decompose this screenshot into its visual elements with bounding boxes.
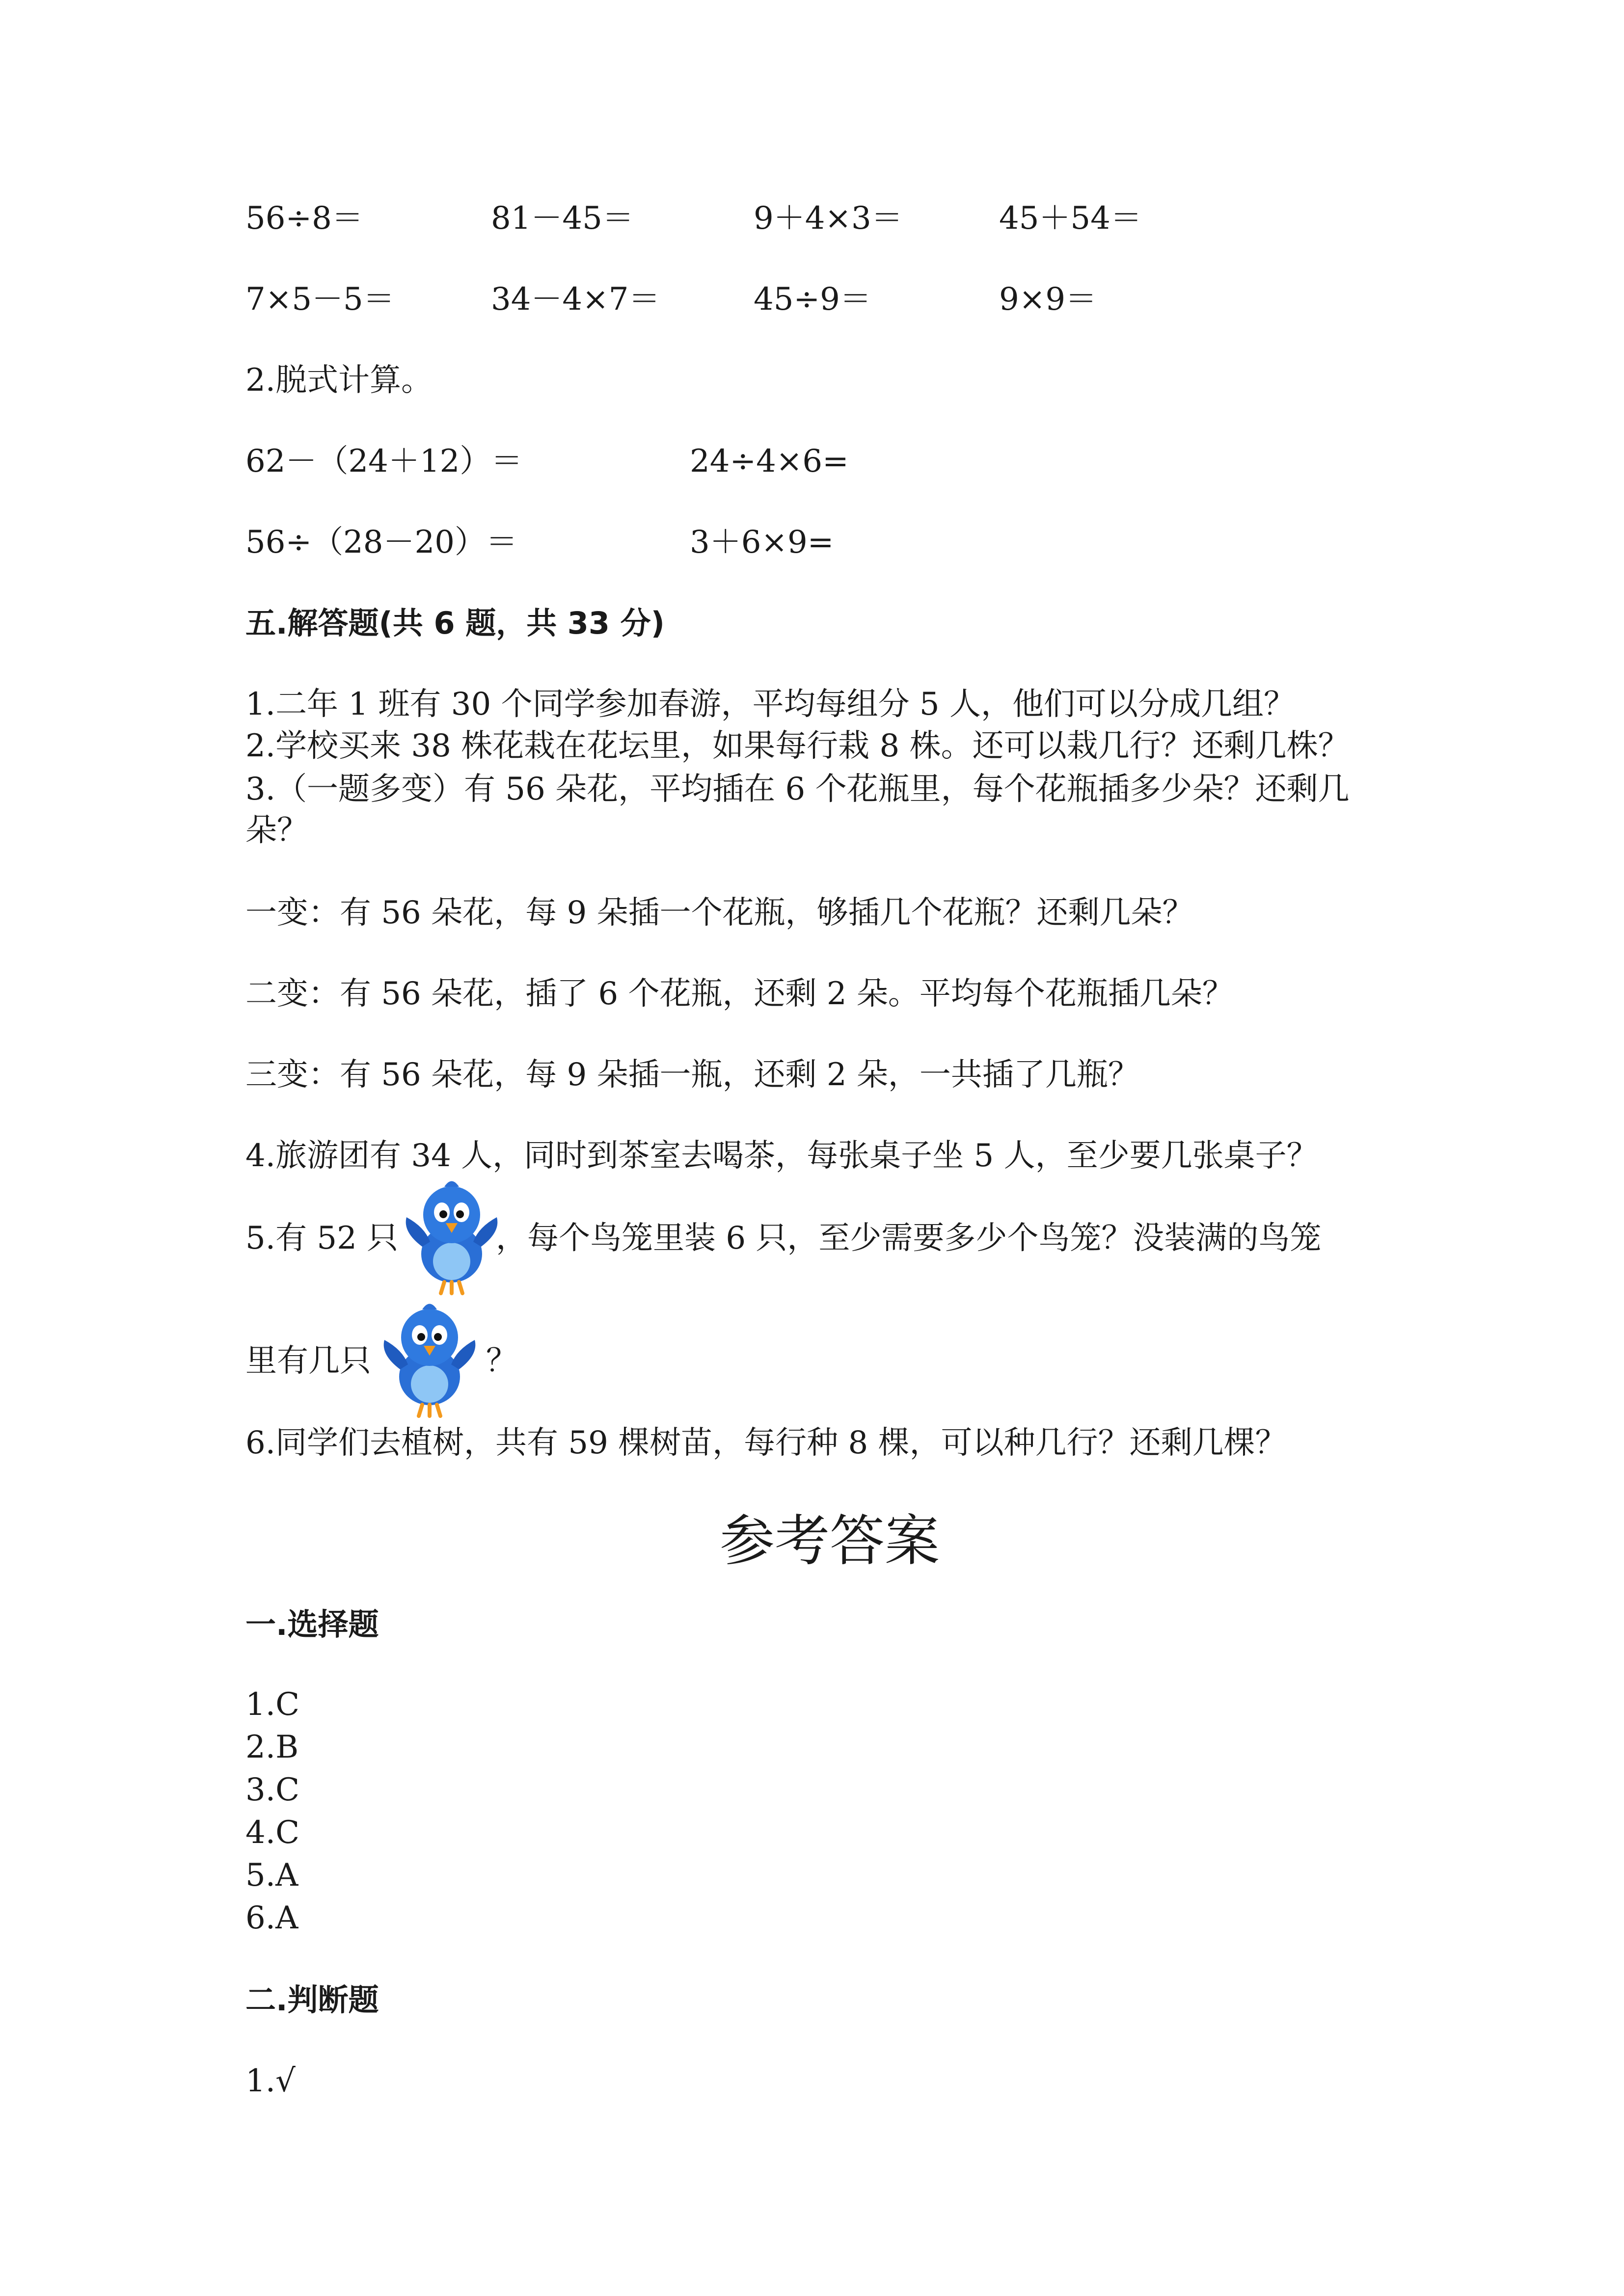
calc-2-3: 45÷9＝: [754, 281, 871, 318]
variant-1: 一变：有 56 朵花，每 9 朵插一个花瓶，够插几个花瓶？还剩几朵？: [245, 895, 1194, 931]
calc-2-2: 34－4×7＝: [491, 281, 660, 318]
problem-2: 2.学校买来 38 株花栽在花坛里，如果每行栽 8 株。还可以栽几行？还剩几株？: [245, 728, 1350, 764]
problem-5-part2: ，每个鸟笼里装 6 只，至少需要多少个鸟笼？没装满的鸟笼: [496, 1220, 1322, 1256]
answer-item: 1.C: [245, 1686, 300, 1723]
section5-heading: 五.解答题(共 6 题，共 33 分): [245, 605, 665, 641]
answer-item: 2.B: [245, 1729, 299, 1765]
problem-5-part3: 里有几只: [245, 1343, 371, 1379]
calc-2-4: 9×9＝: [999, 281, 1097, 318]
answers-title: 参考答案: [720, 1509, 940, 1573]
answer-item: 1.√: [245, 2063, 296, 2099]
bird-image: [376, 1296, 484, 1418]
variant-3: 三变：有 56 朵花，每 9 朵插一瓶，还剩 2 朵，一共插了几瓶？: [245, 1057, 1139, 1093]
bird-image: [398, 1173, 506, 1296]
calc-2-1: 7×5－5＝: [245, 281, 395, 318]
problem-4: 4.旅游团有 34 人，同时到茶室去喝茶，每张桌子坐 5 人，至少要几张桌子？: [245, 1138, 1318, 1174]
calc-1-2: 81－45＝: [491, 200, 634, 237]
problem-3-line1: 3.（一题多变）有 56 朵花，平均插在 6 个花瓶里，每个花瓶插多少朵？还剩几: [245, 771, 1350, 807]
answer-item: 3.C: [245, 1772, 300, 1808]
problem-3-line2: 朵？: [245, 812, 308, 849]
calc-1-3: 9＋4×3＝: [754, 200, 903, 237]
q2-1-1: 62－（24＋12）＝: [245, 443, 523, 480]
problem-5-part1: 5.有 52 只: [245, 1220, 399, 1256]
problem-1: 1.二年 1 班有 30 个同学参加春游，平均每组分 5 人，他们可以分成几组？: [245, 686, 1295, 722]
q2-title: 2.脱式计算。: [245, 362, 433, 399]
problem-6: 6.同学们去植树，共有 59 棵树苗，每行种 8 棵，可以种几行？还剩几棵？: [245, 1425, 1287, 1461]
calc-1-1: 56÷8＝: [245, 200, 363, 237]
answer-item: 6.A: [245, 1900, 298, 1936]
problem-5-part4: ？: [486, 1343, 517, 1379]
variant-2: 二变：有 56 朵花，插了 6 个花瓶，还剩 2 朵。平均每个花瓶插几朵？: [245, 976, 1234, 1012]
answers-section1-heading: 一.选择题: [245, 1606, 379, 1642]
q2-2-1: 56÷（28－20）＝: [245, 524, 517, 561]
answer-item: 4.C: [245, 1815, 300, 1851]
q2-2-2: 3＋6×9=: [690, 524, 834, 561]
answer-item: 5.A: [245, 1857, 298, 1894]
calc-1-4: 45＋54＝: [999, 200, 1142, 237]
q2-1-2: 24÷4×6=: [690, 443, 849, 480]
answers-section2-heading: 二.判断题: [245, 1982, 379, 2018]
